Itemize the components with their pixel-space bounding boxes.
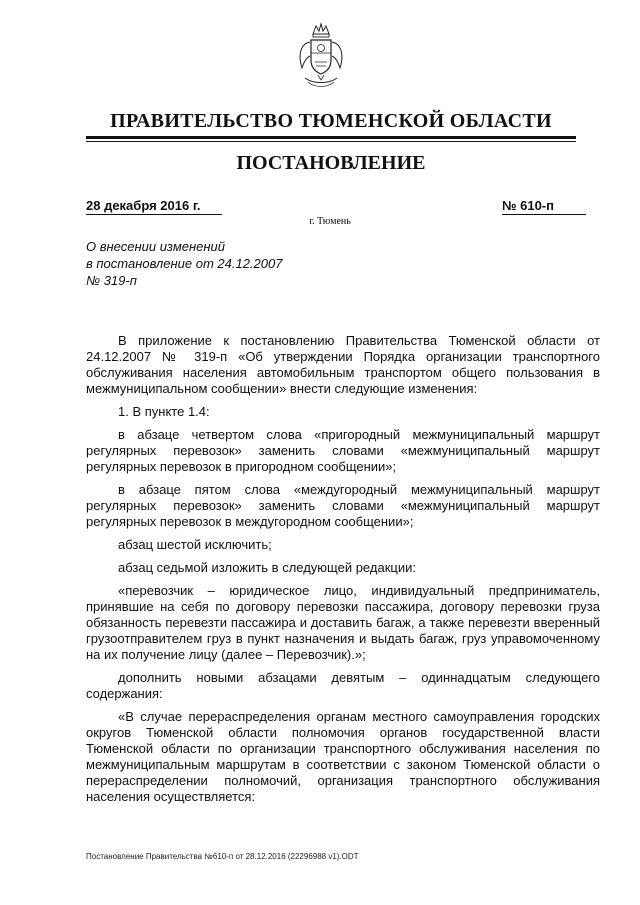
- document-city: г. Тюмень: [309, 216, 351, 227]
- subject-line: в постановление от 24.12.2007: [86, 256, 283, 271]
- body-paragraph: абзац шестой исключить;: [118, 537, 272, 552]
- body-paragraph: «В случае перераспределения органам местного самоуправления городских округов Тюменской области полномочия органов государственной власти Тюменской области по организации транспортного обслуживания населения по межмуниципальным маршрутам в соответствии с законом Тюменской области о перераспределении полномочий, организация транспортного обслуживания населения осуществляется:: [86, 709, 600, 804]
- body-paragraph: 1. В пункте 1.4:: [118, 404, 210, 419]
- body-paragraph: В приложение к постановлению Правительства Тюменской области от 24.12.2007 № 319-п «Об утверждении Порядка организации транспортного обслуживания населения автомобильным транспортом общего пользования в межмуниципальном сообщении» внести следующие изменения:: [86, 333, 600, 396]
- body-paragraph: дополнить новыми абзацами девятым – одиннадцатым следующего содержания:: [86, 670, 600, 701]
- document-type-heading: ПОСТАНОВЛЕНИЕ: [236, 152, 426, 174]
- body-paragraph: в абзаце четвертом слова «пригородный межмуниципальный маршрут регулярных перевозок» заменить словами «межмуниципальный маршрут регулярных перевозок в пригородном сообщении»;: [86, 427, 600, 474]
- body-paragraph: абзац седьмой изложить в следующей редакции:: [118, 560, 416, 575]
- document-body: [86, 333, 600, 812]
- subject-line: № 319-п: [86, 273, 137, 288]
- subject-line: О внесении изменений: [86, 239, 225, 254]
- page-footer: Постановление Правительства №610-п от 28.12.2016 (22296988 v1).ODT: [86, 852, 359, 861]
- document-date: 28 декабря 2016 г.: [86, 198, 222, 215]
- body-paragraph: в абзаце пятом слова «междугородный межмуниципальный маршрут регулярных перевозок» заменить словами «межмуниципальный маршрут регулярных перевозок в междугородном сообщении»;: [86, 482, 600, 529]
- title-rule-thin: [86, 141, 576, 142]
- coat-of-arms-icon: [296, 22, 346, 92]
- government-title: ПРАВИТЕЛЬСТВО ТЮМЕНСКОЙ ОБЛАСТИ: [110, 110, 552, 132]
- document-subject: [86, 238, 326, 289]
- document-number: № 610-п: [502, 198, 586, 215]
- title-rule-thick: [86, 136, 576, 139]
- body-paragraph: «перевозчик – юридическое лицо, индивидуальный предприниматель, принявшие на себя по договору перевозки пассажира, договору перевозки груза обязанность перевезти пассажира и доставить багаж, а также перевезти вверенный грузоотправителем груз в пункт назначения и выдать багаж, груз управомоченному на их получение лицу (далее – Перевозчик).»;: [86, 583, 600, 662]
